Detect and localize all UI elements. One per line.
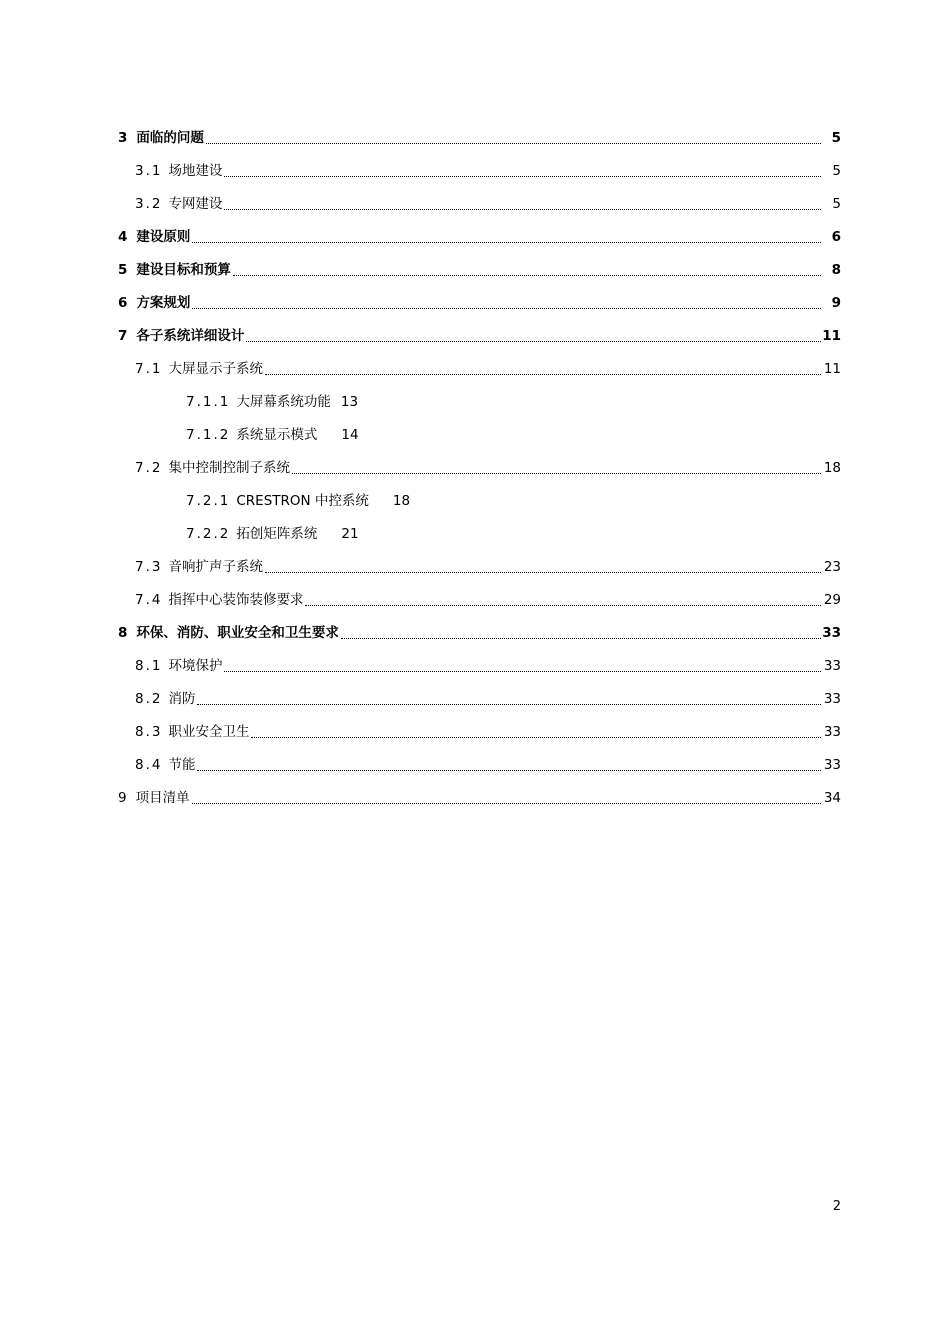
- toc-entry-6[interactable]: [0, 286, 950, 319]
- toc-entry-3[interactable]: [0, 121, 950, 154]
- toc-title: 建设目标和预算: [136, 261, 231, 278]
- dot-leader: [206, 142, 821, 144]
- toc-entry-4[interactable]: [0, 220, 950, 253]
- toc-entry-7-1[interactable]: [0, 352, 950, 385]
- toc-title: 环境保护: [168, 657, 223, 674]
- toc-number: 8.3: [135, 723, 163, 740]
- dot-leader: [265, 571, 821, 573]
- toc-title: 节能: [168, 756, 196, 773]
- toc-entry-8[interactable]: [0, 616, 950, 649]
- toc-page-number: 13: [340, 393, 359, 410]
- toc-number: 7: [118, 327, 128, 344]
- toc-title: 集中控制控制子系统: [168, 459, 290, 476]
- toc-title: 面临的问题: [136, 129, 204, 146]
- toc-page-number: 18: [392, 492, 411, 509]
- toc-title: 大屏幕系统功能: [236, 393, 331, 410]
- toc-title: 环保、消防、职业安全和卫生要求: [136, 624, 339, 641]
- toc-page-number: 33: [823, 723, 841, 740]
- toc-number: 3.2: [135, 195, 163, 212]
- toc-page-number: 14: [341, 426, 359, 443]
- toc-title: 场地建设: [168, 162, 223, 179]
- dot-leader: [192, 241, 821, 243]
- dot-leader: [197, 703, 821, 705]
- table-of-contents: [0, 121, 950, 814]
- toc-page-number: 11: [822, 327, 841, 344]
- toc-title: 大屏显示子系统: [168, 360, 263, 377]
- toc-entry-8-4[interactable]: [0, 748, 950, 781]
- page-number: 2: [832, 1199, 841, 1214]
- toc-page-number: 23: [823, 558, 841, 575]
- toc-page-number: 8: [831, 261, 841, 278]
- toc-page-number: 33: [823, 657, 841, 674]
- toc-entry-7-2-1[interactable]: [0, 484, 950, 517]
- toc-title: 各子系统详细设计: [136, 327, 245, 344]
- toc-entry-7-3[interactable]: [0, 550, 950, 583]
- toc-title: 项目清单: [135, 789, 190, 806]
- toc-page-number: 33: [822, 624, 841, 641]
- toc-number: 8.2: [135, 690, 163, 707]
- toc-number: 3.1: [135, 162, 163, 179]
- dot-leader: [251, 736, 821, 738]
- toc-number: 7.2: [135, 459, 163, 476]
- toc-entry-3-2[interactable]: [0, 187, 950, 220]
- dot-leader: [224, 175, 821, 177]
- toc-entry-7-4[interactable]: [0, 583, 950, 616]
- toc-number: 7.3: [135, 558, 163, 575]
- toc-title: 职业安全卫生: [168, 723, 250, 740]
- toc-page-number: 33: [823, 756, 841, 773]
- dot-leader: [341, 637, 821, 639]
- toc-number: 9: [118, 789, 127, 806]
- toc-title: 指挥中心装饰装修要求: [168, 591, 304, 608]
- toc-page-number: 34: [823, 789, 841, 806]
- toc-title: 消防: [168, 690, 196, 707]
- toc-entry-7[interactable]: [0, 319, 950, 352]
- dot-leader: [224, 670, 821, 672]
- toc-number: 7.2.2: [186, 525, 231, 542]
- toc-title: 建设原则: [136, 228, 191, 245]
- toc-entry-9[interactable]: [0, 781, 950, 814]
- dot-leader: [305, 604, 821, 606]
- toc-entry-7-1-1[interactable]: [0, 385, 950, 418]
- toc-page-number: 18: [823, 459, 841, 476]
- dot-leader: [224, 208, 821, 210]
- toc-number: 7.1.2: [186, 426, 231, 443]
- toc-entry-7-2-2[interactable]: [0, 517, 950, 550]
- dot-leader: [197, 769, 821, 771]
- toc-number: 7.1: [135, 360, 163, 377]
- toc-title: 专网建设: [168, 195, 223, 212]
- toc-title: 音响扩声子系统: [168, 558, 263, 575]
- toc-number: 6: [118, 294, 128, 311]
- toc-number: 4: [118, 228, 128, 245]
- dot-leader: [265, 373, 821, 375]
- toc-number: 3: [118, 129, 128, 146]
- toc-page-number: 5: [831, 129, 841, 146]
- toc-page-number: 21: [341, 525, 359, 542]
- toc-page-number: 9: [831, 294, 841, 311]
- toc-number: 5: [118, 261, 128, 278]
- toc-page-number: 33: [823, 690, 841, 707]
- dot-leader: [292, 472, 821, 474]
- dot-leader: [233, 274, 821, 276]
- toc-entry-7-2[interactable]: [0, 451, 950, 484]
- toc-entry-3-1[interactable]: [0, 154, 950, 187]
- toc-entry-8-2[interactable]: [0, 682, 950, 715]
- dot-leader: [246, 340, 821, 342]
- toc-page-number: 29: [823, 591, 841, 608]
- toc-title: 拓创矩阵系统: [236, 525, 318, 542]
- toc-entry-5[interactable]: [0, 253, 950, 286]
- toc-page-number: 5: [832, 162, 841, 179]
- toc-title: 方案规划: [136, 294, 191, 311]
- toc-page-number: 6: [831, 228, 841, 245]
- dot-leader: [192, 307, 821, 309]
- toc-entry-8-3[interactable]: [0, 715, 950, 748]
- toc-number: 8: [118, 624, 128, 641]
- toc-number: 7.1.1: [186, 393, 231, 410]
- toc-number: 8.4: [135, 756, 163, 773]
- toc-title: CRESTRON 中控系统: [236, 492, 369, 509]
- toc-entry-7-1-2[interactable]: [0, 418, 950, 451]
- dot-leader: [192, 802, 821, 804]
- toc-page-number: 11: [823, 360, 841, 377]
- toc-number: 7.4: [135, 591, 163, 608]
- toc-entry-8-1[interactable]: [0, 649, 950, 682]
- toc-number: 8.1: [135, 657, 163, 674]
- toc-page-number: 5: [832, 195, 841, 212]
- toc-number: 7.2.1: [186, 492, 231, 509]
- toc-title: 系统显示模式: [236, 426, 318, 443]
